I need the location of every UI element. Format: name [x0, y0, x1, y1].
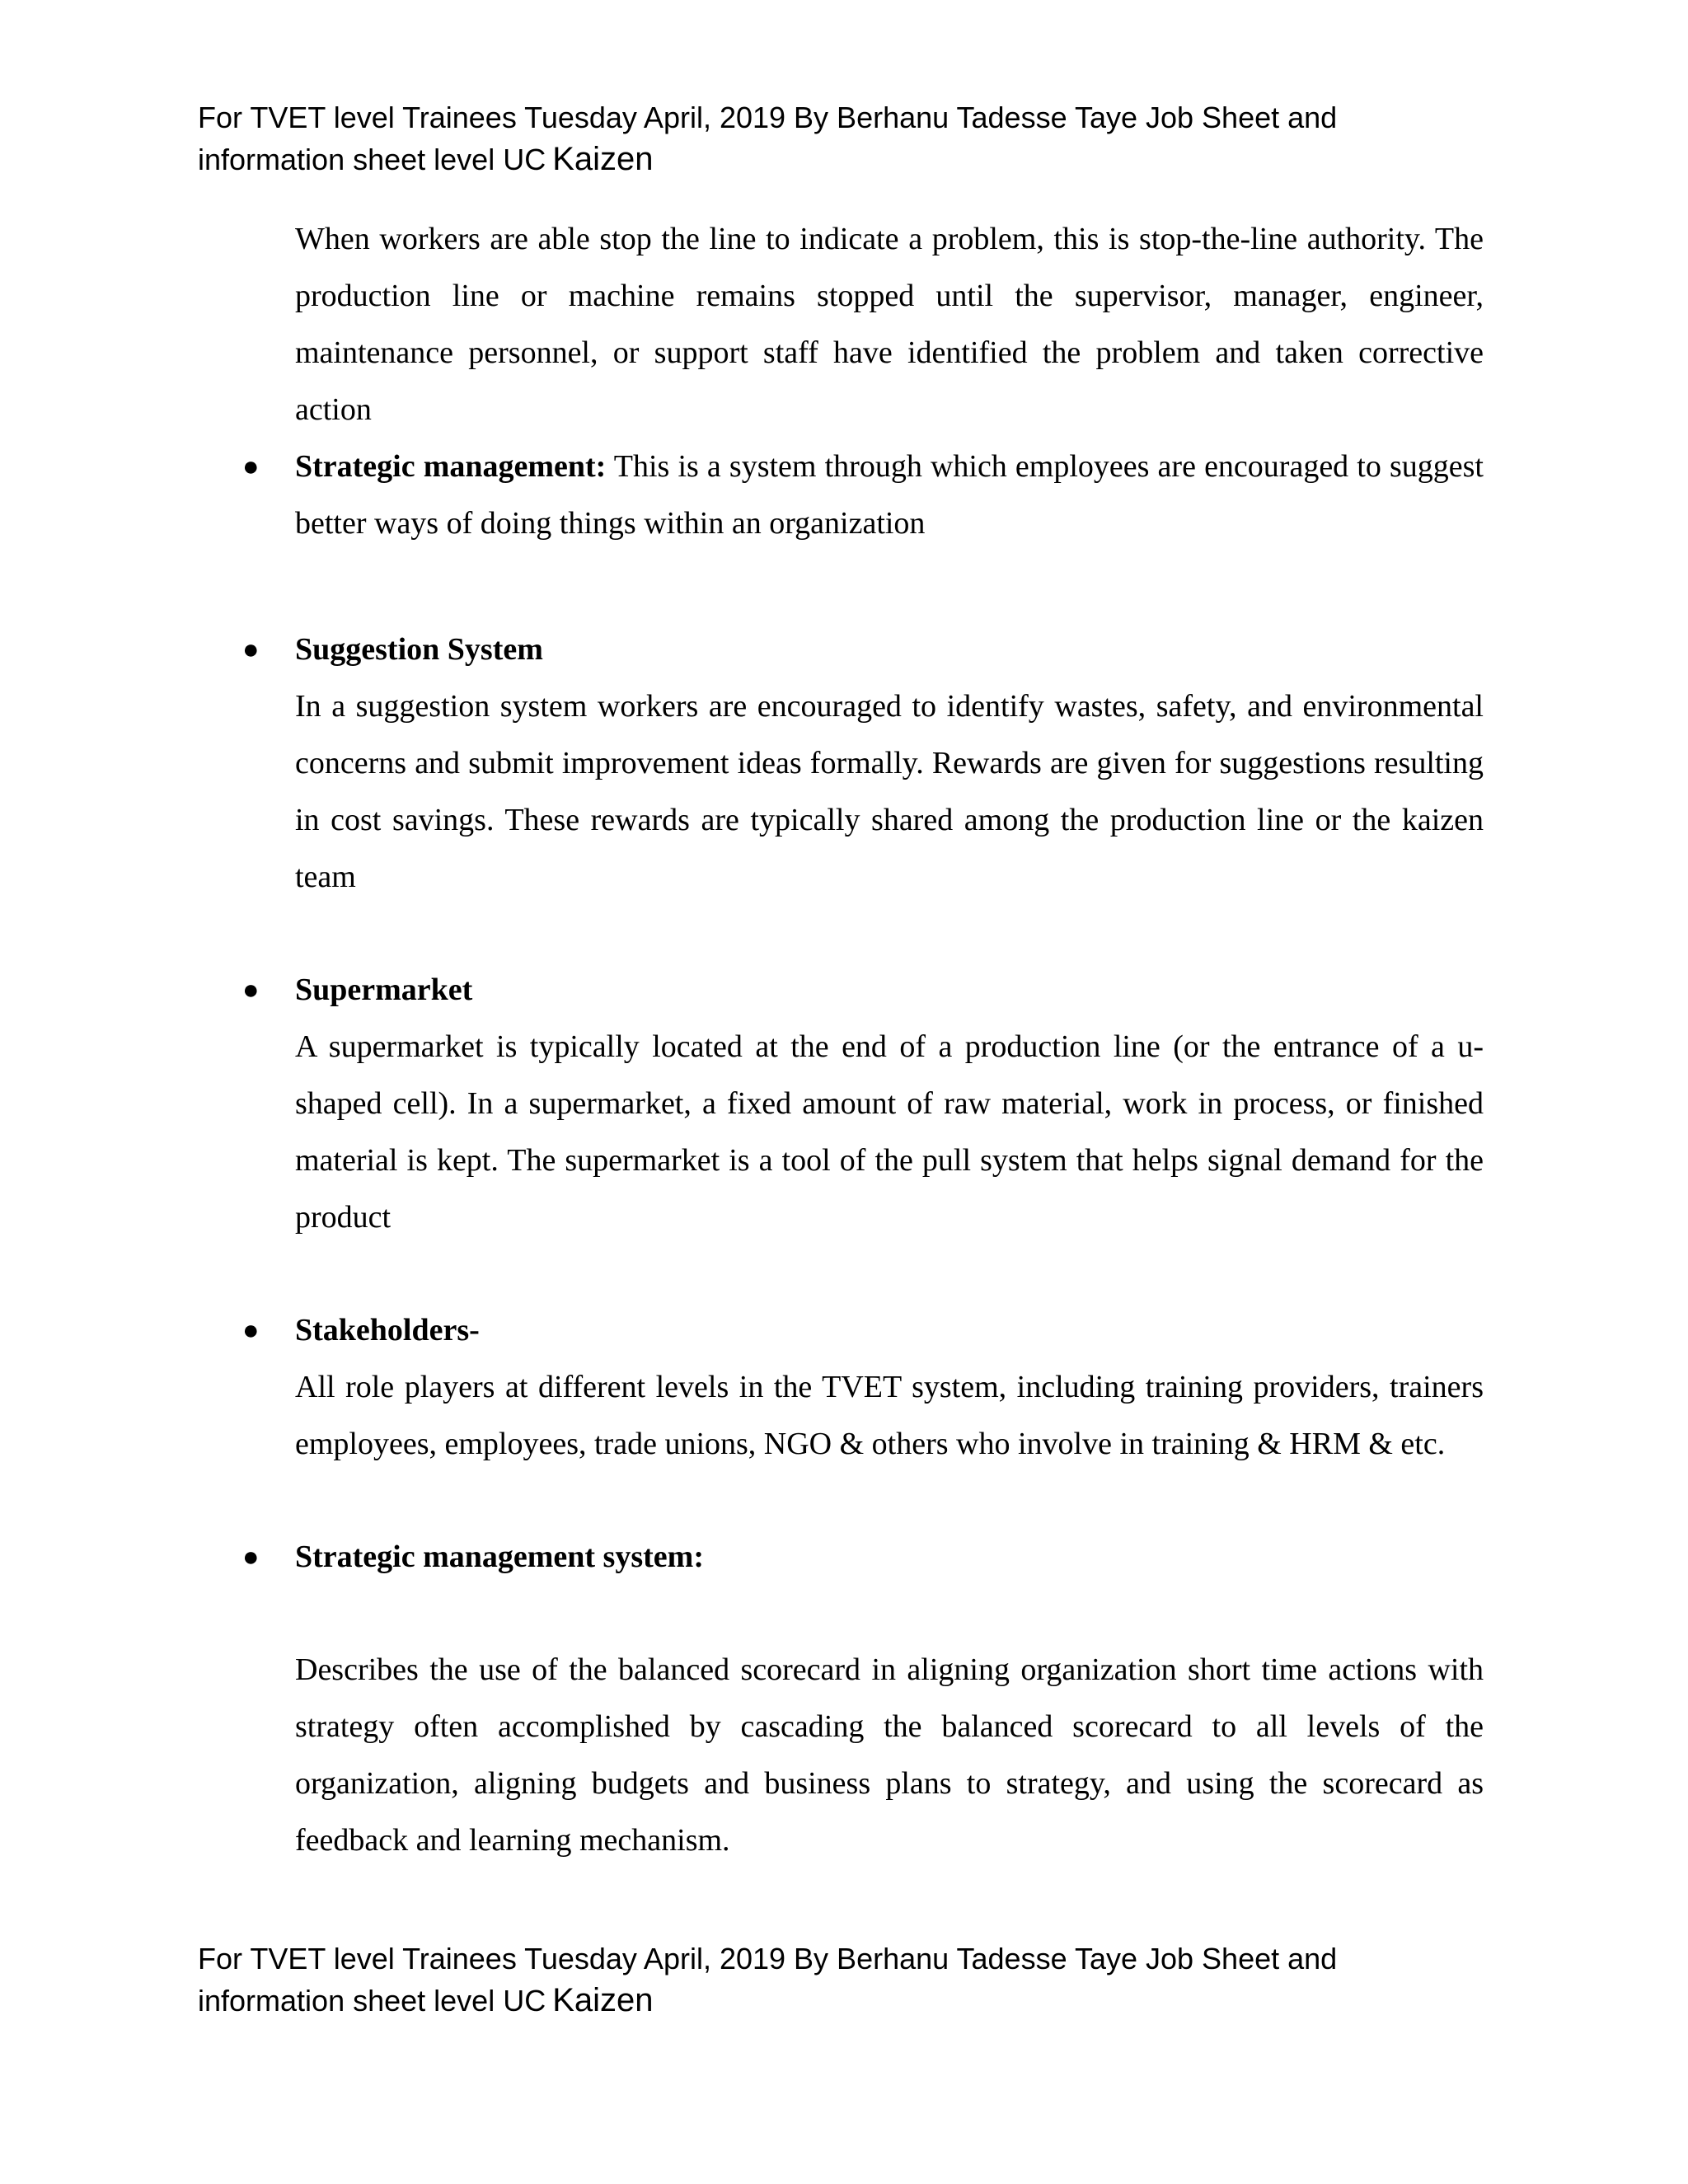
document-body	[198, 211, 1484, 1869]
list-item-suggestion-system	[198, 621, 1484, 906]
item-text: This is a system through which employees are encouraged to suggest better ways of doing things within an organization	[295, 449, 1484, 541]
footer-kaizen: Kaizen	[552, 1982, 654, 2018]
footer-line-2-text: information sheet level UC	[198, 1984, 546, 2018]
page-header	[198, 97, 1517, 180]
item-heading: Strategic management:	[295, 449, 607, 484]
item-text: In a suggestion system workers are encouraged to identify wastes, safety, and environmental concerns and submit improvement ideas formally. Rewards are given for suggestions resulting in cost savings. These rewards are typically shared among the production line or the kaizen team	[295, 689, 1484, 894]
header-line-2-text: information sheet level UC	[198, 143, 546, 176]
footer-line-2	[198, 1980, 1517, 2022]
bullet-icon: ●	[242, 452, 260, 482]
bullet-icon: ●	[242, 1542, 260, 1572]
list-item-supermarket	[198, 962, 1484, 1246]
page-footer	[198, 1938, 1517, 2022]
header-kaizen: Kaizen	[552, 141, 654, 177]
list-item-stakeholders	[198, 1302, 1484, 1473]
item-heading: Stakeholders-	[295, 1313, 480, 1347]
item-text: Describes the use of the balanced scorecard in aligning organization short time actions with strategy often accomplished by cascading the balanced scorecard to all levels of the organization, aligning budgets and business plans to strategy, and using the scorecard as feedback and learning mechanism.	[295, 1652, 1484, 1858]
bullet-icon: ●	[242, 975, 260, 1005]
bullet-icon: ●	[242, 635, 260, 665]
list-item-strategic-management	[198, 438, 1484, 552]
item-text: A supermarket is typically located at the end of a production line (or the entrance of a u-shaped cell). In a supermarket, a fixed amount of raw material, work in process, or finished material is kept. The supermarket is a tool of the pull system that helps signal demand for the product	[295, 1029, 1484, 1235]
item-heading: Supermarket	[295, 972, 473, 1007]
intro-paragraph: When workers are able stop the line to indicate a problem, this is stop-the-line authority. The production line or machine remains stopped until the supervisor, manager, engineer, maintenance personnel, or support staff have identified the problem and taken corrective action	[295, 222, 1484, 427]
header-line-2	[198, 138, 1517, 180]
item-text: All role players at different levels in the TVET system, including training providers, trainers employees, employees, trade unions, NGO & others who involve in training & HRM & etc.	[295, 1370, 1484, 1461]
footer-line-1: For TVET level Trainees Tuesday April, 2019 By Berhanu Tadesse Taye Job Sheet and	[198, 1942, 1338, 1975]
item-heading: Suggestion System	[295, 632, 543, 667]
header-line-1: For TVET level Trainees Tuesday April, 2019 By Berhanu Tadesse Taye Job Sheet and	[198, 101, 1338, 134]
list-item-strategic-management-system	[198, 1529, 1484, 1869]
item-heading: Strategic management system:	[295, 1540, 704, 1574]
bullet-icon: ●	[242, 1315, 260, 1346]
